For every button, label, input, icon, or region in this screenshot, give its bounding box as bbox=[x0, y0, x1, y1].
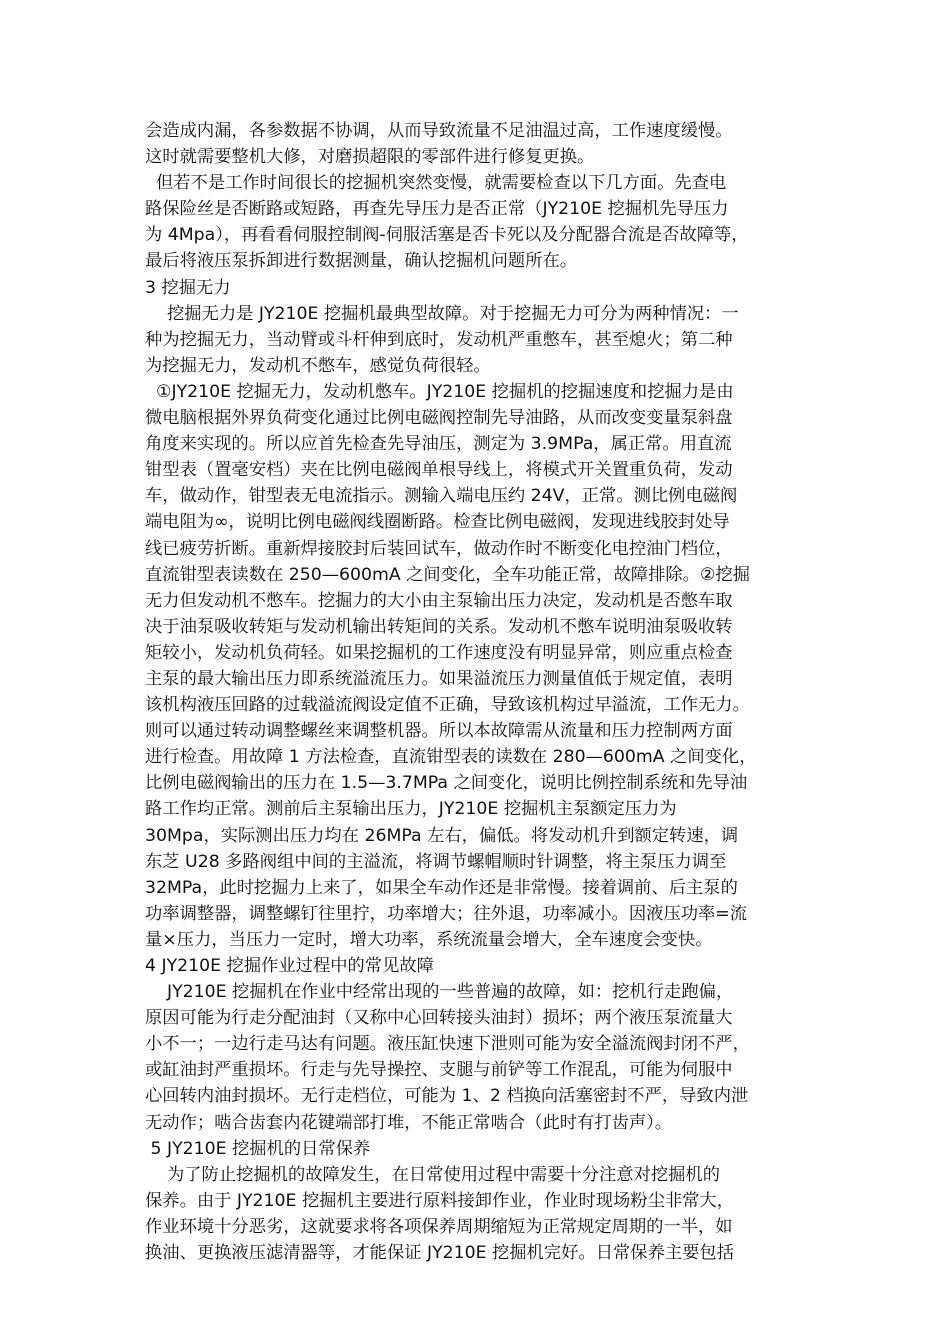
text-line: 心回转内油封损坏。无行走档位，可能为 1、2 档换向活塞密封不严，导致内泄 bbox=[145, 1086, 749, 1107]
text-line: 为挖掘无力，发动机不憋车，感觉负荷很轻。 bbox=[145, 355, 491, 376]
text-line: 或缸油封严重损坏。行走与先导操控、支腿与前铲等工作混乱，可能为伺服中 bbox=[145, 1060, 733, 1081]
text-line: 直流钳型表读数在 250—600mA 之间变化，全车功能正常，故障排除。②挖掘 bbox=[145, 564, 750, 585]
text-line: 决于油泵吸收转矩与发动机输出转矩间的关系。发动机不憋车说明油泵吸收转 bbox=[145, 616, 733, 637]
text-line: 挖掘无力是 JY210E 挖掘机最典型故障。对于挖掘无力可分为两种情况：一 bbox=[145, 303, 739, 324]
text-line: 线已疲劳折断。重新焊接胶封后装回试车，做动作时不断变化电控油门档位， bbox=[145, 538, 733, 559]
text-line: 矩较小，发动机负荷轻。如果挖掘机的工作速度没有明显异常，则应重点检查 bbox=[145, 642, 733, 663]
text-line: 作业环境十分恶劣，这就要求将各项保养周期缩短为正常规定周期的一半，如 bbox=[145, 1216, 733, 1237]
text-line: 小不一；一边行走马达有问题。液压缸快速下泄则可能为安全溢流阀封闭不严， bbox=[145, 1034, 750, 1055]
text-line: 主泵的最大输出压力即系统溢流压力。如果溢流压力测量值低于规定值，表明 bbox=[145, 668, 733, 689]
text-line: 东芝 U28 多路阀组中间的主溢流，将调节螺帽顺时针调整，将主泵压力调至 bbox=[145, 851, 727, 872]
text-line: 车，做动作，钳型表无电流指示。测输入端电压约 24V，正常。测比例电磁阀 bbox=[145, 486, 738, 507]
text-line: 为了防止挖掘机的故障发生，在日常使用过程中需要十分注意对挖掘机的 bbox=[145, 1164, 720, 1185]
text-line: 比例电磁阀输出的压力在 1.5—3.7MPa 之间变化，说明比例控制系统和先导油 bbox=[145, 773, 748, 794]
text-line: 无力但发动机不憋车。挖掘力的大小由主泵输出压力决定，发动机是否憋车取 bbox=[145, 590, 733, 611]
text-line: 原因可能为行走分配油封（又称中心回转接头油封）损坏；两个液压泵流量大 bbox=[145, 1008, 733, 1029]
text-line: 为 4Mpa），再看看伺服控制阀-伺服活塞是否卡死以及分配器合流是否故障等， bbox=[145, 225, 749, 246]
text-line: 最后将液压泵拆卸进行数据测量，确认挖掘机问题所在。 bbox=[145, 251, 578, 272]
text-line: 路保险丝是否断路或短路，再查先导压力是否正常（JY210E 挖掘机先导压力 bbox=[145, 199, 729, 220]
text-line: 32MPa，此时挖掘力上来了，如果全车动作还是非常慢。接着调前、后主泵的 bbox=[145, 877, 738, 898]
text-line: 这时就需要整机大修，对磨损超限的零部件进行修复更换。 bbox=[145, 147, 595, 168]
text-line: 种为挖掘无力，当动臂或斗杆伸到底时，发动机严重憋车，甚至熄火；第二种 bbox=[145, 329, 733, 350]
text-line: 量×压力，当压力一定时，增大功率，系统流量会增大，全车速度会变快。 bbox=[145, 929, 713, 950]
text-line: ①JY210E 挖掘无力，发动机憋车。JY210E 挖掘机的挖掘速度和挖掘力是由 bbox=[145, 381, 734, 402]
text-line: 换油、更换液压滤清器等，才能保证 JY210E 挖掘机完好。日常保养主要包括 bbox=[145, 1243, 734, 1264]
text-line: 钳型表（置毫安档）夹在比例电磁阀单根导线上，将模式开关置重负荷，发动 bbox=[145, 460, 733, 481]
text-line: 该机构液压回路的过载溢流阀设定值不正确，导致该机构过早溢流，工作无力。 bbox=[145, 695, 750, 716]
text-line: 端电阻为∞，说明比例电磁阀线圈断路。检查比例电磁阀，发现进线胶封处导 bbox=[145, 512, 730, 533]
text-line: 微电脑根据外界负荷变化通过比例电磁阀控制先导油路，从而改变变量泵斜盘 bbox=[145, 408, 733, 429]
text-line: 但若不是工作时间很长的挖掘机突然变慢，就需要检查以下几方面。先查电 bbox=[145, 173, 727, 194]
section-heading: 3 挖掘无力 bbox=[145, 277, 231, 298]
text-line: 进行检查。用故障 1 方法检查，直流钳型表的读数在 280—600mA 之间变化， bbox=[145, 747, 757, 768]
text-line: 路工作均正常。测前后主泵输出压力，JY210E 挖掘机主泵额定压力为 bbox=[145, 799, 677, 820]
document-page bbox=[145, 118, 815, 1266]
text-line: 会造成内漏，各参数据不协调，从而导致流量不足油温过高，工作速度缓慢。 bbox=[145, 121, 733, 141]
section-heading: 5 JY210E 挖掘机的日常保养 bbox=[145, 1138, 371, 1159]
text-line: 保养。由于 JY210E 挖掘机主要进行原料接卸作业，作业时现场粉尘非常大， bbox=[145, 1190, 734, 1211]
text-line: 角度来实现的。所以应首先检查先导油压，测定为 3.9MPa，属正常。用直流 bbox=[145, 434, 732, 455]
text-line: JY210E 挖掘机在作业中经常出现的一些普遍的故障，如：挖机行走跑偏， bbox=[145, 982, 734, 1003]
section-heading: 4 JY210E 挖掘作业过程中的常见故障 bbox=[145, 956, 434, 976]
text-line: 则可以通过转动调整螺丝来调整机器。所以本故障需从流量和压力控制两方面 bbox=[145, 721, 733, 742]
text-line: 30Mpa，实际测出压力均在 26MPa 左右，偏低。将发动机升到额定转速，调 bbox=[145, 825, 739, 846]
text-line: 无动作；啮合齿套内花键端部打堆，不能正常啮合（此时有打齿声）。 bbox=[145, 1112, 673, 1133]
text-line: 功率调整器，调整螺钉往里拧，功率增大；往外退，功率减小。因液压功率=流 bbox=[145, 903, 748, 924]
